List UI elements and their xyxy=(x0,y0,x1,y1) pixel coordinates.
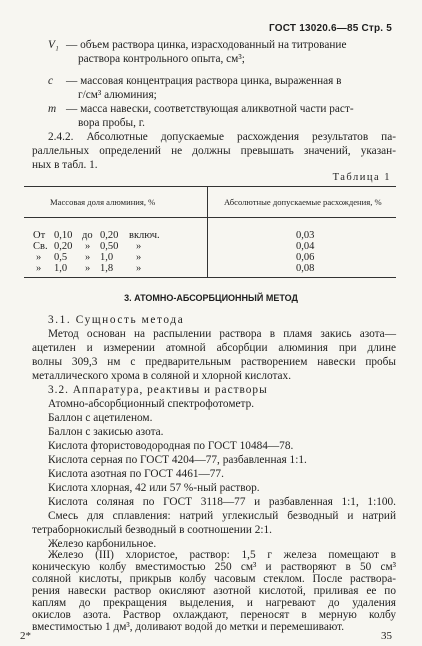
footer-sheet-mark: 2* xyxy=(20,630,31,642)
subsection-heading-3-2: 3.2. Аппаратура, реактивы и растворы xyxy=(48,384,268,396)
reagent-item: Смесь для сплавления: натрий углекислый безводный и натрий xyxy=(48,510,396,522)
table-header-tolerance: Абсолютные допускаемые расхождения, % xyxy=(224,197,382,207)
definition-symbol: m xyxy=(48,103,57,115)
reagent-item: Кислота азотная по ГОСТ 4461—77. xyxy=(48,468,224,480)
subsection-heading-3-1: 3.1. Сущность метода xyxy=(48,314,185,326)
definition-m xyxy=(48,102,396,116)
table-header-rule xyxy=(24,217,396,218)
table-cell: включ. xyxy=(129,230,160,241)
definition-v1 xyxy=(48,38,396,52)
table-cell: Св. xyxy=(33,241,48,252)
table-cell: 0,50 xyxy=(100,241,119,252)
table-cell: » xyxy=(36,263,42,274)
paragraph-line: каплям до прекращения выделения, и нагревают до удаления xyxy=(32,597,396,609)
reagent-item: Кислота хлорная, 42 или 57 %-ный раствор. xyxy=(48,482,260,494)
paragraph-line: соляной кислоты, прикрыв колбу часовым стеклом. После раствора- xyxy=(32,573,396,585)
table-cell: От xyxy=(33,230,46,241)
reagent-item: тетраборнокислый безводный в соотношении 2:1. xyxy=(32,524,273,536)
paragraph-line: волны 309,3 нм с предварительным растворением навески пробы xyxy=(32,356,396,368)
definition-symbol: V₁ xyxy=(48,39,59,51)
definition-text: — массовая концентрация раствора цинка, выраженная в xyxy=(66,75,342,87)
definition-text: г/см³ алюминия; xyxy=(78,89,157,101)
paragraph-2-4-2-line: ных в табл. 1. xyxy=(32,159,98,171)
section-heading: 3. АТОМНО-АБСОРБЦИОННЫЙ МЕТОД xyxy=(124,293,298,303)
definition-c xyxy=(48,74,396,88)
definition-text: раствора контрольного опыта, см³; xyxy=(78,53,245,65)
reagent-item: Баллон с закисью азота. xyxy=(48,426,164,438)
table-cell: 0,03 xyxy=(296,230,315,241)
table-cell: до xyxy=(82,230,93,241)
table-cell: 0,5 xyxy=(54,252,68,263)
reagent-item: Железо карбонильное. xyxy=(48,538,157,550)
table-cell: » xyxy=(136,252,142,263)
definition-text: вора пробы, г. xyxy=(78,117,145,129)
table-title: Таблица 1 xyxy=(332,172,391,183)
table-column-divider xyxy=(207,186,208,277)
reagent-item: Кислота соляная по ГОСТ 3118—77 и разбавленная 1:1, 1:100. xyxy=(48,496,396,508)
reagent-item: Атомно-абсорбционный спектрофотометр. xyxy=(48,398,255,410)
table-cell: 0,20 xyxy=(54,241,73,252)
table-cell: 0,08 xyxy=(296,263,315,274)
paragraph-line: рения навески раствор окисляют азотной кислотой, приливая ее по xyxy=(32,585,396,597)
page-number: 35 xyxy=(381,630,392,642)
table-cell: » xyxy=(85,252,91,263)
table-cell: 0,04 xyxy=(296,241,315,252)
table-cell: 1,8 xyxy=(100,263,114,274)
paragraph-2-4-2-line: 2.4.2. Абсолютные допускаемые расхождения результатов па- xyxy=(48,131,396,143)
reagent-item: Баллон с ацетиленом. xyxy=(48,412,153,424)
table-header-fraction: Массовая доля алюминия, % xyxy=(50,197,156,207)
definition-text: — масса навески, соответствующая аликвотной части раст- xyxy=(66,103,354,115)
table-cell: » xyxy=(85,263,91,274)
paragraph-line: ацетилен и измерении атомной абсорбции алюминия при длине xyxy=(32,342,396,354)
table-cell: 0,06 xyxy=(296,252,315,263)
paragraph-line: Железо (III) хлористое, раствор: 1,5 г железа помещают в xyxy=(48,549,396,561)
table-cell: » xyxy=(136,241,142,252)
definition-symbol: c xyxy=(48,75,54,87)
table-cell: 1,0 xyxy=(100,252,114,263)
reagent-item: Кислота фтористоводородная по ГОСТ 10484—78. xyxy=(48,440,294,452)
table-cell: 0,10 xyxy=(54,230,73,241)
paragraph-line: коническую колбу вместимостью 250 см³ и растворяют в 50 см³ xyxy=(32,561,396,573)
paragraph-line: металлического хрома в соляной и хлорной кислотах. xyxy=(32,370,292,382)
paragraph-line: Метод основан на распылении раствора в пламя закись азота— xyxy=(48,328,396,340)
table-cell: » xyxy=(85,241,91,252)
paragraph-line: вместимостью 1 дм³, доливают водой до метки и перемешивают. xyxy=(32,621,345,633)
definition-text: — объем раствора цинка, израсходованный на титрование xyxy=(66,39,347,51)
table-cell: » xyxy=(36,252,42,263)
table-top-rule xyxy=(24,186,396,187)
paragraph-2-4-2-line: раллельных определений не должны превышать значений, указан- xyxy=(32,145,396,157)
table-cell: » xyxy=(136,263,142,274)
table-cell: 1,0 xyxy=(54,263,68,274)
table-cell: 0,20 xyxy=(100,230,119,241)
reagent-item: Кислота серная по ГОСТ 4204—77, разбавленная 1:1. xyxy=(48,454,307,466)
paragraph-line: окислов азота. Раствор охлаждают, переносят в мерную колбу xyxy=(32,609,396,621)
page-header: ГОСТ 13020.6—85 Стр. 5 xyxy=(269,23,392,34)
table-bottom-rule xyxy=(24,277,396,278)
